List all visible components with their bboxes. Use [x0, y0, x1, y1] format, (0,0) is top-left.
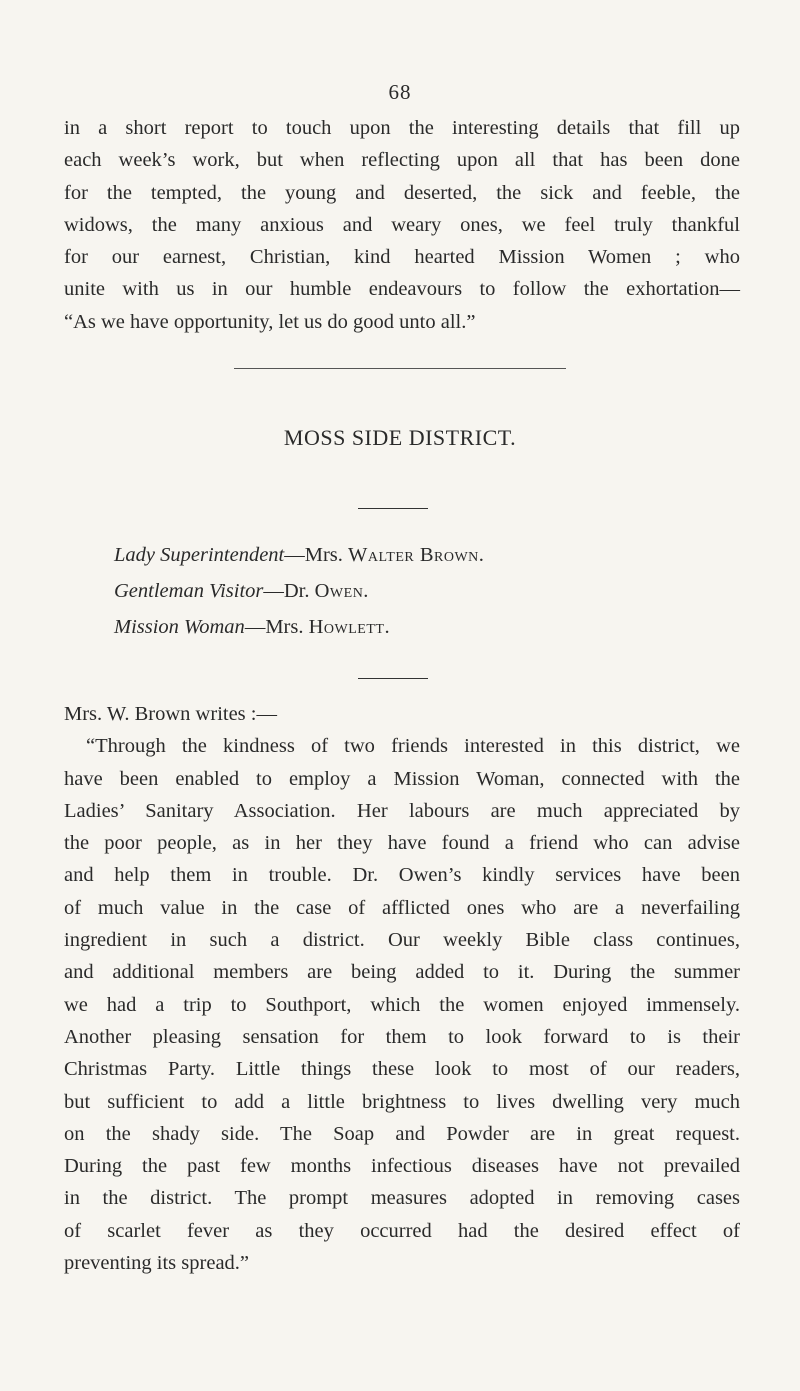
intro-paragraph [64, 112, 740, 338]
intro-line: widows, the many anxious and weary ones, we feel truly thankful [64, 213, 740, 236]
district-heading: MOSS SIDE DISTRICT. [283, 425, 517, 450]
report-paragraph [64, 698, 740, 1279]
officer-line-superintendent [114, 538, 754, 574]
report-line: of scarlet fever as they occurred had the desired effect of [64, 1219, 740, 1242]
report-line: we had a trip to Southport, which the women enjoyed immensely. [64, 993, 740, 1016]
report-line: on the shady side. The Soap and Powder are in great request. [64, 1122, 740, 1145]
intro-line: unite with us in our humble endeavours to follow the exhortation— [64, 278, 740, 301]
report-line: the poor people, as in her they have found a friend who can advise [64, 832, 740, 855]
officer-name: Owen. [314, 580, 369, 602]
officer-separator: — [244, 616, 266, 638]
report-line: but sufficient to add a little brightness to lives dwelling very much [64, 1090, 740, 1113]
intro-line: in a short report to touch upon the interesting details that fill up [64, 117, 740, 139]
report-line: and help them in trouble. Dr. Owen’s kindly services have been [64, 864, 740, 887]
officer-name: Walter Brown. [348, 544, 485, 566]
officer-role: Mission Woman [114, 616, 245, 638]
report-line: in the district. The prompt measures adopted in removing cases [64, 1187, 740, 1210]
report-line: Ladies’ Sanitary Association. Her labours are much appreciated by [64, 799, 740, 822]
report-line: of much value in the case of afflicted ones who are a neverfailing [64, 896, 740, 919]
officer-separator: — [263, 580, 284, 602]
report-line: ingredient in such a district. Our weekly Bible class continues, [64, 929, 740, 952]
officer-line-visitor [114, 574, 754, 610]
report-line: Christmas Party. Little things these look to most of our readers, [64, 1058, 740, 1081]
intro-line: for our earnest, Christian, kind hearted Mission Women ; who [64, 246, 740, 269]
report-line: preventing its spread.” [64, 1252, 250, 1275]
intro-line: for the tempted, the young and deserted, the sick and feeble, the [64, 181, 740, 204]
report-line: Mrs. W. Brown writes :— [64, 703, 277, 725]
officer-line-mission-woman [114, 610, 754, 646]
officer-role: Lady Superintendent [114, 544, 285, 566]
officer-title: Mrs. [265, 616, 304, 638]
section-divider [234, 368, 566, 369]
officer-separator: — [284, 544, 305, 566]
officer-name: Howlett. [308, 616, 391, 638]
report-line: and additional members are being added to it. During the summer [64, 961, 740, 984]
officer-title: Mrs. [304, 544, 343, 566]
officer-role: Gentleman Visitor [114, 580, 264, 602]
intro-line: “As we have opportunity, let us do good unto all.” [64, 310, 476, 333]
page-number: 68 [388, 80, 412, 104]
heading-rule [358, 508, 428, 509]
report-line: Another pleasing sensation for them to look forward to is their [64, 1025, 740, 1048]
intro-line: each week’s work, but when reflecting upon all that has been done [64, 149, 740, 172]
report-line: During the past few months infectious diseases have not prevailed [64, 1155, 740, 1178]
officer-title: Dr. [283, 580, 310, 602]
report-line: have been enabled to employ a Mission Woman, connected with the [64, 767, 740, 790]
officers-rule [358, 678, 428, 679]
report-line: “Through the kindness of two friends interested in this district, we [86, 735, 740, 758]
